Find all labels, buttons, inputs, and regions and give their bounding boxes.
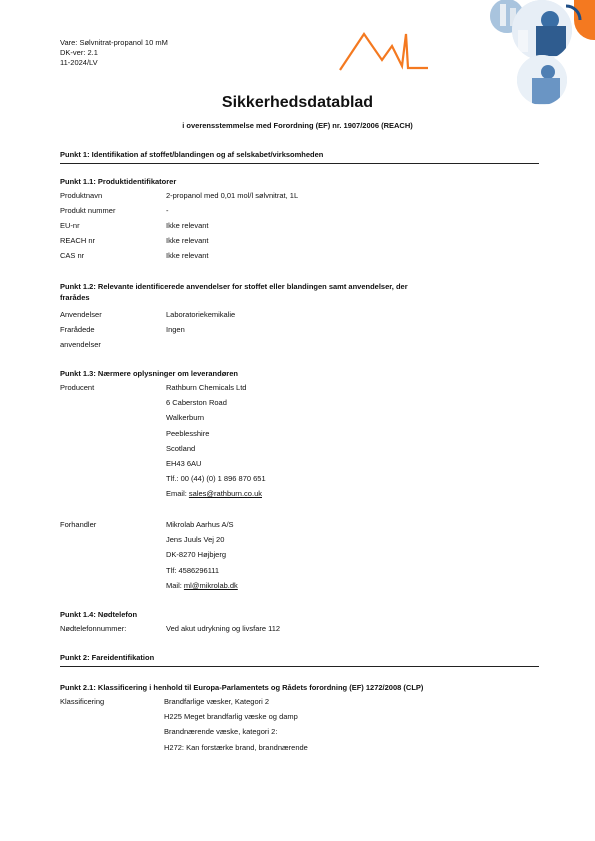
subsection-2-1-heading: Punkt 2.1: Klassificering i henhold til Europa-Parlamentets og Rådets forordning (EF) 1272/2008 (CLP) xyxy=(60,683,424,692)
dealer-address xyxy=(166,517,238,593)
field-value: Ingen xyxy=(166,325,185,334)
field-label: Klassificering xyxy=(60,697,105,706)
address-line: Peeblesshire xyxy=(166,428,210,438)
section-1-heading: Punkt 1: Identifikation af stoffet/blandingen og af selskabet/virksomheden xyxy=(60,150,539,164)
email-line xyxy=(166,486,266,501)
section-2-heading: Punkt 2: Fareidentifikation xyxy=(60,653,539,667)
field-label: Produkt nummer xyxy=(60,206,116,215)
page-subtitle: i overensstemmelse med Forordning (EF) nr. 1907/2006 (REACH) xyxy=(182,121,413,130)
address-line: Walkerburn xyxy=(166,413,205,423)
field-label: CAS nr xyxy=(60,251,85,260)
subsection-1-2-heading-line1: Punkt 1.2: Relevante identificerede anvendelser for stoffet eller blandingen samt anvendelser, der xyxy=(60,282,408,291)
subsection-1-2-heading-line2: frarådes xyxy=(60,293,90,302)
field-value: Laboratoriekemikalie xyxy=(166,310,236,319)
date-label: 11-2024/LV xyxy=(60,58,98,67)
subsection-1-3-heading: Punkt 1.3: Nærmere oplysninger om leverandøren xyxy=(60,369,238,378)
classification-line: H225 Meget brandfarlig væske og damp xyxy=(164,712,298,722)
subsection-1-4-heading: Punkt 1.4: Nødtelefon xyxy=(60,610,138,619)
field-label: EU-nr xyxy=(60,221,80,230)
subsection-1-1-heading: Punkt 1.1: Produktidentifikatorer xyxy=(60,177,177,186)
field-label: REACH nr xyxy=(60,236,96,245)
address-line: Scotland xyxy=(166,443,196,453)
email-line xyxy=(166,578,238,593)
classification-line: Brandfarlige væsker, Kategori 2 xyxy=(164,697,270,706)
field-label: Frarådede xyxy=(60,325,95,334)
classification-line: Brandnærende væske, kategori 2: xyxy=(164,727,278,737)
document-header xyxy=(60,38,168,68)
field-label: Producent xyxy=(60,383,95,392)
address-line: Mikrolab Aarhus A/S xyxy=(166,520,234,529)
mail-prefix: Mail: xyxy=(166,580,184,590)
address-line: Tlf.: 00 (44) (0) 1 896 870 651 xyxy=(166,474,266,484)
field-value: 2-propanol med 0,01 mol/l sølvnitrat, 1L xyxy=(166,191,299,200)
address-line: Rathburn Chemicals Ltd xyxy=(166,383,247,392)
field-label: Forhandler xyxy=(60,520,97,529)
field-label: anvendelser xyxy=(60,340,101,349)
section-1-header xyxy=(60,150,539,164)
address-line: DK-8270 Højbjerg xyxy=(166,550,227,560)
address-line: 6 Caberston Road xyxy=(166,398,227,408)
field-label: Anvendelser xyxy=(60,310,102,319)
field-label: Produktnavn xyxy=(60,191,103,200)
email-prefix: Email: xyxy=(166,489,189,499)
field-value: Ikke relevant xyxy=(166,236,209,245)
section-2-header xyxy=(60,653,539,667)
field-value: Ikke relevant xyxy=(166,221,209,230)
address-line: Jens Juuls Vej 20 xyxy=(166,535,225,545)
dealer-email-link[interactable]: ml@mikrolab.dk xyxy=(183,580,238,590)
page-title: Sikkerhedsdatablad xyxy=(221,94,374,111)
classification-values xyxy=(164,694,308,755)
address-line: EH43 6AU xyxy=(166,459,202,469)
subsection-1-2-heading xyxy=(60,281,539,303)
field-value: Ikke relevant xyxy=(166,251,209,260)
classification-line: H272: Kan forstærke brand, brandnærende xyxy=(164,742,308,752)
version-label: DK-ver: 2.1 xyxy=(60,48,98,57)
field-value: Ved akut udrykning og livsfare 112 xyxy=(166,624,281,633)
field-label: Nødtelefonnummer: xyxy=(60,624,127,633)
producer-address xyxy=(166,380,266,502)
product-line: Vare: Sølvnitrat-propanol 10 mM xyxy=(60,38,168,47)
address-line: Tlf: 4586296111 xyxy=(166,565,220,575)
field-value: - xyxy=(166,206,169,215)
ml-logo xyxy=(338,28,430,72)
producer-email-link[interactable]: sales@rathburn.co.uk xyxy=(188,489,262,499)
